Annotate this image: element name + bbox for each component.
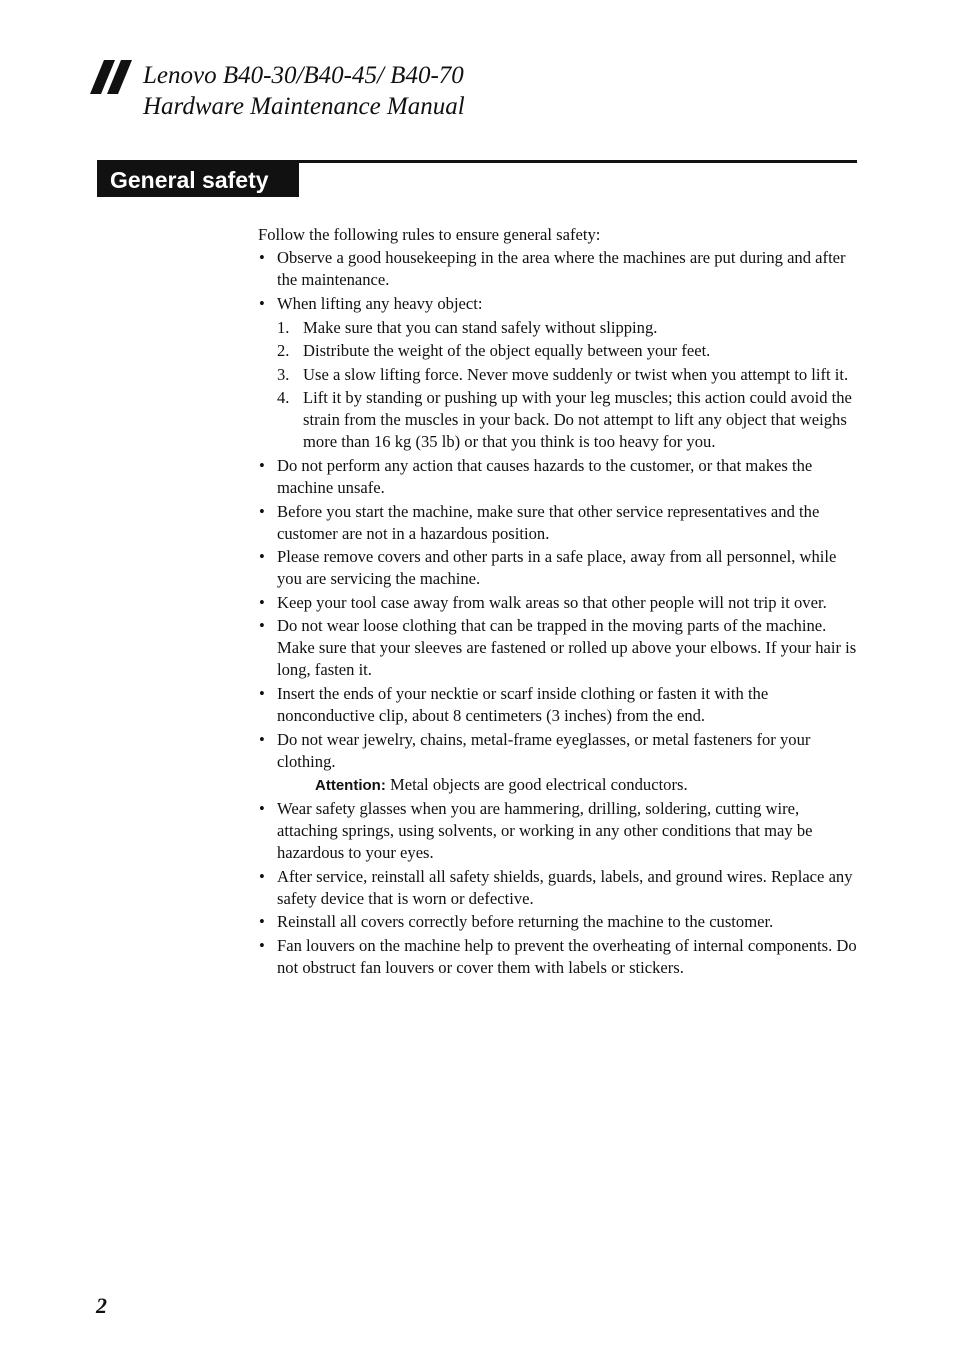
manual-title-line1: Lenovo B40-30/B40-45/ B40-70: [143, 62, 464, 89]
step-item: [277, 340, 858, 362]
list-item-text: When lifting any heavy object:: [277, 293, 483, 313]
bullet-glyph: •: [259, 547, 265, 567]
bullet-glyph: •: [259, 592, 265, 612]
list-item-text: Fan louvers on the machine help to prevent the overheating of internal components. Do not obstruct fan louvers or cover them with labels or stickers.: [277, 935, 857, 977]
list-item: [258, 935, 858, 979]
bullet-glyph: •: [259, 455, 265, 475]
bullet-glyph: •: [259, 866, 265, 886]
list-item: [258, 247, 858, 291]
bullet-glyph: •: [259, 799, 265, 819]
bullet-glyph: •: [259, 616, 265, 636]
step-number: 4.: [277, 388, 290, 408]
header-slash-logo-icon: [90, 60, 136, 94]
list-item-text: Wear safety glasses when you are hammering, drilling, soldering, cutting wire, attaching springs, using solvents, or working in any other conditions that may be hazardous to your eyes.: [277, 799, 813, 863]
attention-text: Metal objects are good electrical conductors.: [385, 774, 688, 794]
list-item-text: Before you start the machine, make sure that other service representatives and the customer are not in a hazardous position.: [277, 501, 820, 543]
list-item: [258, 592, 858, 614]
bullet-glyph: •: [259, 729, 265, 749]
list-item: [258, 683, 858, 727]
attention-note: [277, 774, 858, 797]
step-text: Lift it by standing or pushing up with your leg muscles; this action could avoid the strain from the muscles in your back. Do not attempt to lift any object that weighs more than 16 kg (35 lb) or that you think is too heavy for you.: [303, 388, 852, 452]
manual-title-line2: Hardware Maintenance Manual: [143, 93, 465, 120]
list-item: [258, 729, 858, 797]
list-item: [258, 798, 858, 864]
list-item-text: Reinstall all covers correctly before returning the machine to the customer.: [277, 912, 774, 932]
step-item: [277, 317, 858, 339]
step-number: 1.: [277, 317, 290, 337]
list-item: [258, 546, 858, 590]
safety-rules-list: [258, 247, 858, 979]
list-item-text: Do not wear jewelry, chains, metal-frame eyeglasses, or metal fasteners for your clothing.: [277, 729, 811, 771]
step-number: 3.: [277, 364, 290, 384]
bullet-glyph: •: [259, 935, 265, 955]
list-item: [258, 293, 858, 454]
list-item: [258, 501, 858, 545]
step-text: Use a slow lifting force. Never move suddenly or twist when you attempt to lift it.: [303, 364, 849, 384]
step-item: [277, 364, 858, 386]
bullet-glyph: •: [259, 248, 265, 267]
attention-label: Attention:: [315, 776, 386, 794]
list-item-text: After service, reinstall all safety shields, guards, labels, and ground wires. Replace any safety device that is worn or defective.: [277, 866, 853, 908]
list-item: [258, 866, 858, 910]
bullet-glyph: •: [259, 293, 265, 313]
safety-content: [258, 224, 858, 981]
step-item: [277, 387, 858, 453]
list-item-text: Do not wear loose clothing that can be trapped in the moving parts of the machine. Make sure that your sleeves are fastened or rolled up above your elbows. If your hair is long, fasten it.: [277, 616, 857, 680]
step-text: Make sure that you can stand safely without slipping.: [303, 317, 658, 337]
list-item-text: Please remove covers and other parts in a safe place, away from all personnel, while you are servicing the machine.: [277, 547, 837, 589]
intro-text: Follow the following rules to ensure general safety:: [258, 225, 601, 244]
section-title: General safety: [97, 163, 299, 197]
page-number: 2: [96, 1293, 107, 1318]
list-item: [258, 455, 858, 499]
list-item-text: Keep your tool case away from walk areas so that other people will not trip it over.: [277, 592, 827, 612]
list-item-text: Do not perform any action that causes hazards to the customer, or that makes the machine unsafe.: [277, 455, 813, 497]
bullet-glyph: •: [259, 501, 265, 521]
bullet-glyph: •: [259, 912, 265, 932]
step-number: 2.: [277, 341, 290, 361]
manual-title: [143, 60, 465, 122]
list-item-text: Insert the ends of your necktie or scarf inside clothing or fasten it with the nonconductive clip, about 8 centimeters (3 inches) from the end.: [277, 683, 769, 725]
lifting-steps-list: [277, 317, 858, 454]
list-item: [258, 911, 858, 933]
list-item: [258, 615, 858, 681]
bullet-glyph: •: [259, 683, 265, 703]
step-text: Distribute the weight of the object equally between your feet.: [303, 341, 711, 361]
list-item-text: Observe a good housekeeping in the area where the machines are put during and after the maintenance.: [277, 248, 846, 289]
